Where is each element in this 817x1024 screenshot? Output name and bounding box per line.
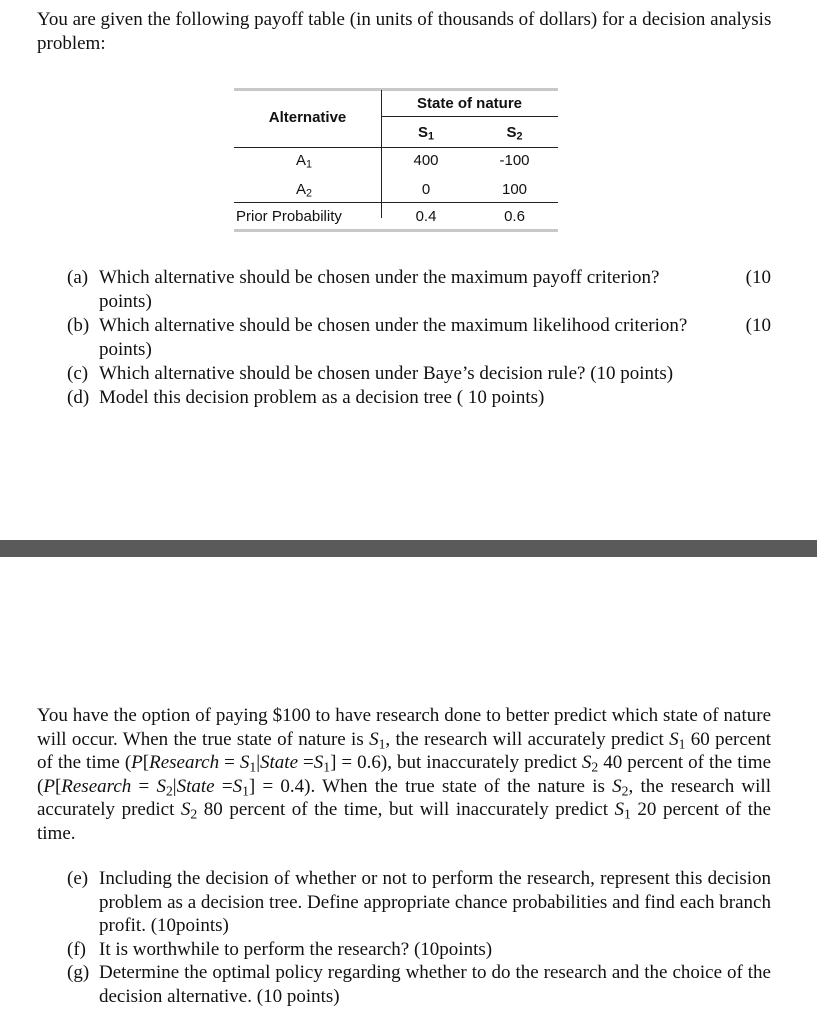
question-label: (f) <box>67 938 86 960</box>
table-rule <box>234 202 558 203</box>
question-label: (d) <box>67 387 90 408</box>
s2-header: $S_2$ <box>506 124 523 143</box>
research-paragraph: You have the option of paying $100 to have research done to better predict which state of nature will occur. When the true state of nature is $S_1$, the research will accurately predict $S_1$ 60 percent of the time (P[Research = $S_1|State =S_1] = 0.6$), but inaccurately predict $S_2$ 40 percent of the time (P[Research = $S_2|State =S_1] = 0.4$). When the true state of the nature is $S_2$, the research will accurately predict $S_2$ 80 percent of the time, but will inaccurately predict $S_1$ 20 percent of the time. <box>37 705 772 844</box>
question-label: (b) <box>67 315 90 336</box>
question-points: (10 <box>745 267 771 288</box>
question-points-cont: points) <box>99 339 152 360</box>
question-list-2 <box>67 867 771 1008</box>
table-top-rule <box>234 88 558 91</box>
question-points-cont: points) <box>99 291 152 312</box>
question-label: (a) <box>67 267 89 288</box>
cell-a2-s1: 0 <box>421 181 431 198</box>
question-label: (e) <box>67 868 89 889</box>
question-e <box>67 867 771 938</box>
question-text: Which alternative should be chosen under the maximum payoff criterion? <box>99 267 660 288</box>
table-rule <box>381 116 558 117</box>
question-f <box>67 938 771 962</box>
row-a1-label: $A_1$ <box>295 152 313 171</box>
prior-probability-label: Prior Probability <box>236 208 342 225</box>
row-a2-label: $A_2$ <box>295 181 313 200</box>
cell-a1-s1: 400 <box>413 152 439 169</box>
table-rule <box>234 147 558 148</box>
question-text: Model this decision problem as a decision tree ( 10 points) <box>99 387 545 408</box>
question-c <box>67 362 787 386</box>
question-text: Determine the optimal policy regarding whether to do the research and the choice of the decision alternative. (10 points) <box>99 962 771 1007</box>
cell-a1-s2: -100 <box>499 152 530 169</box>
intro-text: You are given the following payoff table (in units of thousands of dollars) for a decision analysis problem: <box>37 9 772 54</box>
table-bottom-rule <box>234 229 558 232</box>
question-label: (g) <box>67 962 90 983</box>
payoff-table <box>234 88 558 234</box>
question-d <box>67 386 787 410</box>
page-divider <box>0 540 817 557</box>
question-text: It is worthwhile to perform the research? (10points) <box>99 938 493 960</box>
question-list-1 <box>67 266 787 410</box>
question-b <box>67 314 787 362</box>
question-text: Which alternative should be chosen under the maximum likelihood criterion? <box>99 315 688 336</box>
state-of-nature-header: State of nature <box>416 95 522 112</box>
question-text: Including the decision of whether or not to perform the research, represent this decision problem as a decision tree. Define appropriate chance probabilities and find each branch profit. (10points) <box>99 868 771 936</box>
prior-s1: 0.4 <box>415 208 437 225</box>
question-text: Which alternative should be chosen under Baye’s decision rule? (10 points) <box>99 363 674 384</box>
s1-header: $S_1$ <box>417 124 435 143</box>
question-a <box>67 266 787 314</box>
question-label: (c) <box>67 363 89 384</box>
question-g <box>67 961 771 1008</box>
question-points: (10 <box>745 315 771 336</box>
prior-s2: 0.6 <box>504 208 525 225</box>
cell-a2-s2: 100 <box>501 181 528 198</box>
alternative-header: Alternative <box>268 109 347 126</box>
